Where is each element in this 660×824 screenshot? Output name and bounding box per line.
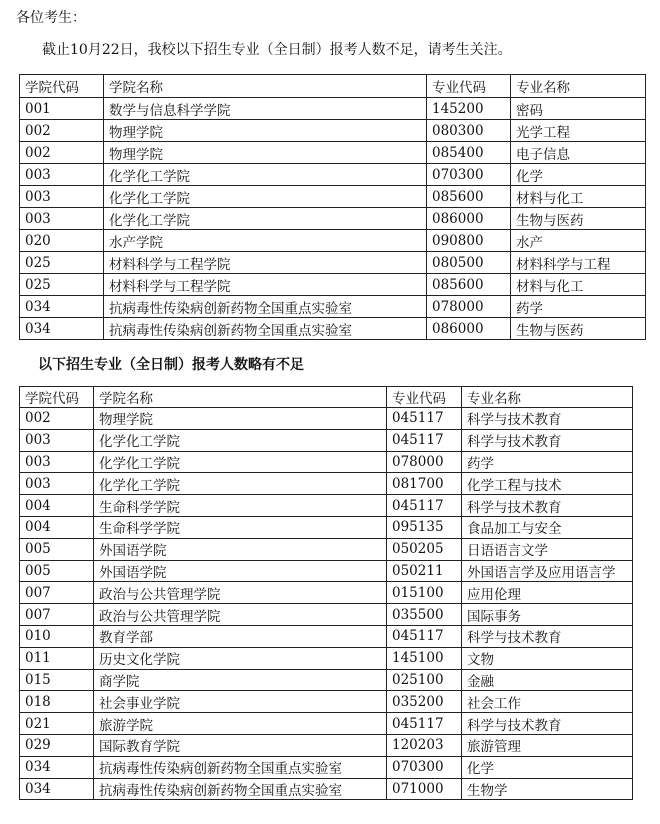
cell-major-name: 材料与化工 [511,186,646,208]
table-row [20,560,633,582]
cell-college-code: 002 [20,120,104,142]
cell-major-code: 085400 [427,142,511,164]
cell-college-code: 025 [20,252,104,274]
table-header-row [20,387,633,408]
cell-major-name: 文物 [462,647,633,669]
cell-major-code: 070300 [427,164,511,186]
cell-major-name: 生物学 [462,778,633,800]
cell-college-code: 007 [20,604,94,626]
cell-college-name: 物理学院 [104,142,427,164]
table-row [20,756,633,778]
cell-major-name: 外国语言学及应用语言学 [462,560,633,582]
cell-college-code: 007 [20,582,94,604]
cell-major-name: 药学 [511,296,646,318]
cell-college-name: 旅游学院 [94,713,387,735]
table-row [20,473,633,495]
cell-college-name: 化学化工学院 [104,164,427,186]
table-row [20,252,646,274]
cell-college-name: 抗病毒性传染病创新药物全国重点实验室 [104,318,427,340]
cell-college-code: 004 [20,495,94,517]
cell-major-code: 045117 [387,625,462,647]
cell-college-name: 教育学部 [94,625,387,647]
cell-major-code: 070300 [387,756,462,778]
cell-college-code: 004 [20,516,94,538]
table-row [20,429,633,451]
cell-college-name: 数学与信息科学学院 [104,98,427,120]
cell-major-code: 078000 [387,451,462,473]
cell-major-code: 071000 [387,778,462,800]
cell-college-name: 抗病毒性传染病创新药物全国重点实验室 [94,778,387,800]
cell-major-code: 078000 [427,296,511,318]
cell-college-name: 材料科学与工程学院 [104,274,427,296]
greeting: 各位考生： [16,10,86,26]
cell-college-name: 抗病毒性传染病创新药物全国重点实验室 [104,296,427,318]
table-row [20,582,633,604]
cell-major-name: 科学与技术教育 [462,625,633,647]
cell-major-code: 045117 [387,495,462,517]
cell-major-code: 045117 [387,408,462,430]
cell-major-code: 035500 [387,604,462,626]
cell-college-code: 029 [20,734,94,756]
table-row [20,186,646,208]
table-row [20,647,633,669]
cell-major-name: 生物与医药 [511,318,646,340]
cell-major-code: 080300 [427,120,511,142]
cell-major-name: 材料科学与工程 [511,252,646,274]
cell-major-name: 国际事务 [462,604,633,626]
cell-college-name: 抗病毒性传染病创新药物全国重点实验室 [94,756,387,778]
cell-college-code: 003 [20,208,104,230]
cell-college-code: 034 [20,318,104,340]
cell-major-name: 光学工程 [511,120,646,142]
table-row [20,778,633,800]
cell-college-name: 物理学院 [94,408,387,430]
table-row [20,318,646,340]
cell-major-name: 科学与技术教育 [462,495,633,517]
cell-major-name: 食品加工与安全 [462,516,633,538]
cell-college-name: 水产学院 [104,230,427,252]
header-college-code: 学院代码 [20,75,104,98]
cell-major-name: 化学 [511,164,646,186]
cell-major-code: 085600 [427,274,511,296]
table-row [20,495,633,517]
cell-major-name: 药学 [462,451,633,473]
cell-major-name: 应用伦理 [462,582,633,604]
header-college-name: 学院名称 [104,75,427,98]
cell-college-code: 018 [20,691,94,713]
cell-college-code: 003 [20,473,94,495]
cell-college-code: 020 [20,230,104,252]
cell-college-name: 商学院 [94,669,387,691]
cell-college-name: 化学化工学院 [94,473,387,495]
cell-major-code: 120203 [387,734,462,756]
cell-college-code: 001 [20,98,104,120]
cell-major-name: 科学与技术教育 [462,713,633,735]
cell-college-code: 015 [20,669,94,691]
table-row [20,604,633,626]
cell-major-code: 145100 [387,647,462,669]
table-row [20,713,633,735]
cell-major-name: 化学 [462,756,633,778]
table-row [20,274,646,296]
table-row [20,734,633,756]
header-major-code: 专业代码 [427,75,511,98]
cell-major-name: 水产 [511,230,646,252]
cell-major-name: 密码 [511,98,646,120]
cell-college-name: 国际教育学院 [94,734,387,756]
cell-college-name: 政治与公共管理学院 [94,604,387,626]
cell-major-name: 旅游管理 [462,734,633,756]
cell-major-code: 086000 [427,208,511,230]
cell-major-name: 金融 [462,669,633,691]
section-title: 以下招生专业（全日制）报考人数略有不足 [38,357,304,373]
header-major-code: 专业代码 [387,387,462,408]
cell-college-name: 政治与公共管理学院 [94,582,387,604]
cell-college-name: 社会事业学院 [94,691,387,713]
cell-major-name: 社会工作 [462,691,633,713]
cell-college-name: 外国语学院 [94,538,387,560]
cell-major-code: 045117 [387,429,462,451]
table-row [20,669,633,691]
table-row [20,142,646,164]
table-row [20,516,633,538]
cell-college-name: 生命科学学院 [94,495,387,517]
cell-college-name: 物理学院 [104,120,427,142]
table-header-row [20,75,646,98]
cell-major-code: 081700 [387,473,462,495]
cell-college-name: 化学化工学院 [94,451,387,473]
cell-college-code: 025 [20,274,104,296]
cell-major-code: 095135 [387,516,462,538]
table-row [20,625,633,647]
table-row [20,296,646,318]
cell-major-code: 025100 [387,669,462,691]
cell-major-code: 145200 [427,98,511,120]
header-major-name: 专业名称 [462,387,633,408]
cell-college-code: 034 [20,756,94,778]
cell-college-code: 003 [20,429,94,451]
cell-major-code: 015100 [387,582,462,604]
cell-major-name: 日语语言文学 [462,538,633,560]
table-row [20,208,646,230]
cell-college-code: 005 [20,538,94,560]
insufficient-applicants-table [19,74,646,340]
header-major-name: 专业名称 [511,75,646,98]
table-row [20,120,646,142]
cell-college-code: 003 [20,164,104,186]
header-college-name: 学院名称 [94,387,387,408]
cell-major-name: 科学与技术教育 [462,429,633,451]
table-row [20,164,646,186]
cell-major-code: 035200 [387,691,462,713]
cell-college-code: 002 [20,142,104,164]
slightly-insufficient-applicants-table [19,386,633,800]
cell-college-code: 002 [20,408,94,430]
cell-major-name: 生物与医药 [511,208,646,230]
cell-major-code: 050211 [387,560,462,582]
header-college-code: 学院代码 [20,387,94,408]
table-row [20,691,633,713]
cell-major-code: 080500 [427,252,511,274]
table-row [20,538,633,560]
cell-college-code: 011 [20,647,94,669]
table-row [20,230,646,252]
cell-college-name: 生命科学学院 [94,516,387,538]
cell-major-name: 材料与化工 [511,274,646,296]
cell-college-code: 003 [20,451,94,473]
cell-college-name: 历史文化学院 [94,647,387,669]
cell-college-code: 034 [20,778,94,800]
cell-college-code: 005 [20,560,94,582]
notice-text: 截止10月22日，我校以下招生专业（全日制）报考人数不足，请考生关注。 [42,42,512,58]
cell-college-name: 材料科学与工程学院 [104,252,427,274]
cell-college-name: 外国语学院 [94,560,387,582]
cell-major-name: 科学与技术教育 [462,408,633,430]
cell-college-code: 021 [20,713,94,735]
cell-college-name: 化学化工学院 [104,186,427,208]
cell-college-code: 010 [20,625,94,647]
cell-major-code: 045117 [387,713,462,735]
cell-major-code: 050205 [387,538,462,560]
cell-major-code: 090800 [427,230,511,252]
cell-major-code: 085600 [427,186,511,208]
cell-college-name: 化学化工学院 [94,429,387,451]
table-row [20,98,646,120]
cell-college-name: 化学化工学院 [104,208,427,230]
table-row [20,451,633,473]
cell-college-code: 034 [20,296,104,318]
cell-major-name: 电子信息 [511,142,646,164]
cell-major-code: 086000 [427,318,511,340]
cell-college-code: 003 [20,186,104,208]
cell-major-name: 化学工程与技术 [462,473,633,495]
table-row [20,408,633,430]
